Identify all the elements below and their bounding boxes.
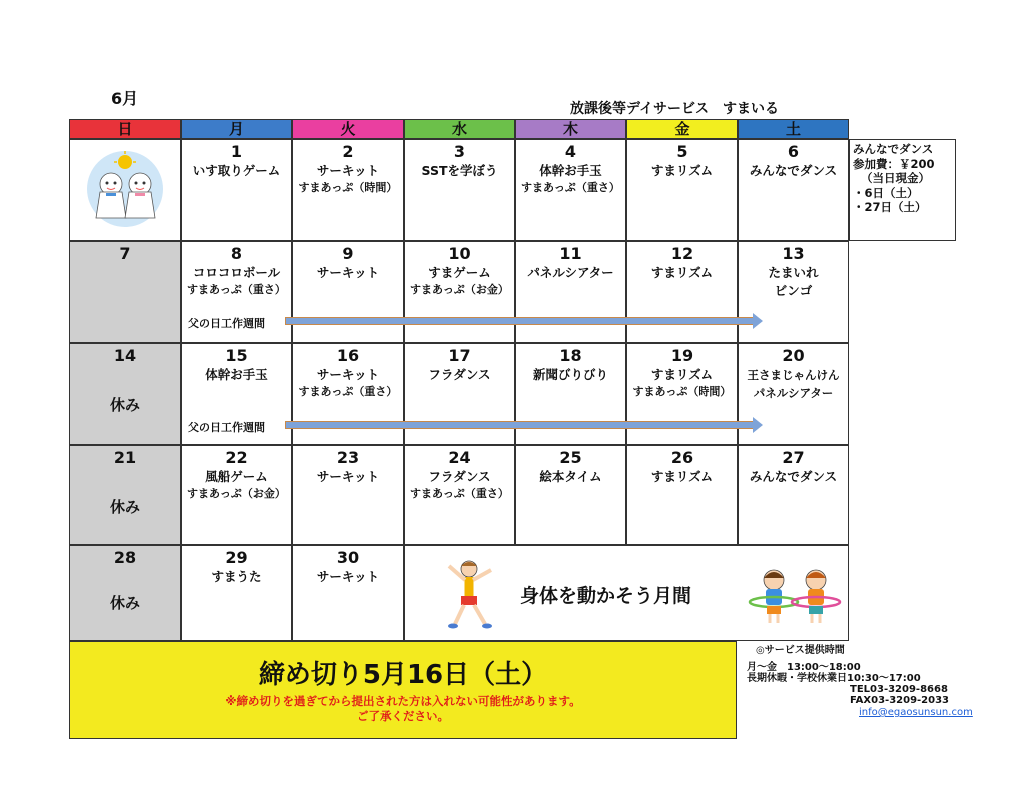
day-number: 9	[342, 244, 354, 263]
day-activity: サーキット	[316, 569, 380, 584]
day-activity: 体幹お手玉	[205, 367, 268, 382]
hula-hoop-children-illustration	[748, 566, 844, 626]
exercising-child-illustration	[441, 558, 497, 630]
day-activity: すまリズム	[650, 367, 714, 382]
dance-fee-note	[849, 139, 956, 241]
campaign-title: 身体を動かそう月間	[520, 585, 692, 607]
note-line: みんなでダンス	[853, 142, 934, 156]
calendar-cell-day	[292, 545, 404, 641]
calendar-cell-sunday	[69, 343, 181, 445]
rest-day-label: 休み	[109, 396, 140, 414]
calendar-cell-day	[515, 343, 626, 445]
day-sub-activity: すまあっぷ（お金）	[187, 487, 286, 500]
calendar-cell-day	[515, 445, 626, 545]
calendar-cell-sunday	[69, 241, 181, 343]
deadline-title: 締め切り5月16日（土）	[258, 660, 548, 690]
calendar-cell-day	[738, 445, 849, 545]
calendar-cell-day	[292, 241, 404, 343]
weekday-sun: 日	[69, 119, 181, 139]
note-line: ・27日（土）	[853, 200, 927, 214]
rest-day-label: 休み	[109, 594, 140, 612]
day-activity: すまリズム	[650, 469, 714, 484]
week-event-label: 父の日工作週間	[188, 317, 265, 330]
rest-day-label: 休み	[109, 498, 140, 516]
calendar-cell-day	[626, 343, 738, 445]
day-activity: コロコロボール	[192, 265, 281, 280]
calendar-cell-sunday	[69, 445, 181, 545]
calendar-cell-empty	[69, 139, 181, 241]
day-number: 1	[230, 142, 243, 161]
calendar-cell-day	[738, 139, 849, 241]
week-event-arrow	[285, 317, 755, 325]
day-activity: すまリズム	[650, 163, 714, 178]
day-number: 14	[113, 346, 137, 365]
weekday-tue: 火	[292, 119, 404, 139]
week-event-label: 父の日工作週間	[188, 421, 265, 434]
service-email-link[interactable]: info@egaosunsun.com	[859, 707, 973, 718]
day-activity: 絵本タイム	[539, 469, 602, 484]
day-number: 25	[559, 448, 582, 467]
day-number: 20	[782, 346, 805, 365]
calendar-cell-sunday	[69, 545, 181, 641]
day-activity: サーキット	[316, 265, 380, 280]
day-number: 11	[559, 244, 582, 263]
service-fax: FAX03-3209-2033	[850, 695, 950, 706]
day-number: 30	[336, 548, 360, 567]
service-weekday-hours: 月～金 13:00～18:00	[747, 662, 861, 673]
day-sub-activity: すまあっぷ（重さ）	[521, 181, 620, 194]
day-activity: たまいれ	[768, 265, 819, 280]
day-sub-activity: すまあっぷ（時間）	[298, 181, 398, 194]
weekday-mon: 月	[181, 119, 292, 139]
day-number: 21	[113, 448, 137, 467]
day-activity: 体幹お手玉	[539, 163, 602, 178]
calendar-cell-day	[626, 139, 738, 241]
calendar-cell-day	[626, 241, 738, 343]
service-tel: TEL03-3209-8668	[850, 684, 948, 695]
day-activity: いす取りゲーム	[192, 163, 281, 178]
calendar-cell-day	[404, 343, 515, 445]
weekday-thu: 木	[515, 119, 626, 139]
day-sub-activity: すまあっぷ（重さ）	[298, 385, 398, 398]
arrow-head-icon	[753, 417, 763, 433]
calendar-cell-day	[404, 241, 515, 343]
calendar-cell-day	[181, 445, 292, 545]
day-activity: フラダンス	[428, 469, 491, 484]
day-number: 22	[225, 448, 248, 467]
day-number: 12	[670, 244, 694, 263]
day-number: 6	[787, 142, 800, 161]
deadline-note	[70, 694, 736, 724]
day-number: 2	[342, 142, 354, 161]
day-number: 15	[225, 346, 248, 365]
day-activity: すまリズム	[650, 265, 714, 280]
organization-name: 放課後等デイサービス すまいる	[570, 101, 780, 117]
weekday-fri: 金	[626, 119, 738, 139]
day-sub-activity: すまあっぷ（重さ）	[410, 487, 509, 500]
weekday-wed: 水	[404, 119, 515, 139]
day-number: 16	[336, 346, 360, 365]
weekday-sat: 土	[738, 119, 849, 139]
calendar-cell-day	[404, 139, 515, 241]
teru-teru-bozu-illustration	[84, 148, 166, 230]
day-activity: パネルシアター	[527, 265, 614, 280]
calendar-cell-day	[292, 343, 404, 445]
service-holiday-hours: 長期休暇・学校休業日10:30～17:00	[747, 673, 921, 684]
day-number: 18	[559, 346, 582, 365]
day-number: 13	[782, 244, 805, 263]
day-activity: サーキット	[316, 469, 380, 484]
calendar-cell-day	[181, 545, 292, 641]
service-heading: ◎サービス提供時間	[756, 645, 845, 656]
day-number: 23	[336, 448, 360, 467]
day-activity-line2: パネルシアター	[753, 386, 834, 400]
deadline-note-line: ご了承ください。	[357, 709, 449, 723]
arrow-head-icon	[753, 313, 763, 329]
calendar-cell-day	[626, 445, 738, 545]
calendar-cell-day	[292, 445, 404, 545]
day-activity: すまゲーム	[428, 265, 491, 280]
month-title: 6月	[111, 89, 139, 108]
day-activity: フラダンス	[428, 367, 491, 382]
day-number: 5	[676, 142, 688, 161]
day-number: 26	[670, 448, 694, 467]
day-sub-activity: すまあっぷ（時間）	[632, 385, 732, 398]
note-line: （当日現金）	[861, 171, 930, 185]
day-activity: みんなでダンス	[749, 469, 838, 484]
week-event-arrow	[285, 421, 755, 429]
day-number: 19	[670, 346, 694, 365]
day-activity-line2: ビンゴ	[774, 283, 813, 298]
day-number: 29	[225, 548, 248, 567]
day-sub-activity: すまあっぷ（お金）	[410, 283, 509, 296]
calendar-cell-day	[515, 139, 626, 241]
note-line: ・6日（土）	[853, 185, 919, 200]
day-activity: 王さまじゃんけん	[747, 368, 840, 382]
day-activity: みんなでダンス	[749, 163, 838, 178]
day-number: 17	[448, 346, 471, 365]
calendar-cell-day	[181, 139, 292, 241]
day-activity: サーキット	[316, 163, 380, 178]
day-sub-activity: すまあっぷ（重さ）	[187, 283, 286, 296]
day-number: 7	[119, 244, 131, 263]
deadline-banner	[69, 641, 737, 739]
day-number: 24	[448, 448, 471, 467]
day-activity: 風船ゲーム	[205, 469, 268, 484]
day-activity: すまうた	[211, 569, 262, 584]
day-number: 4	[564, 142, 577, 161]
calendar-cell-day	[292, 139, 404, 241]
calendar-cell-day	[404, 445, 515, 545]
day-number: 27	[782, 448, 805, 467]
day-number: 3	[453, 142, 466, 161]
deadline-note-line: ※締め切りを過ぎてから提出された方は入れない可能性があります。	[225, 694, 581, 708]
day-number: 28	[113, 548, 137, 567]
day-number: 10	[448, 244, 471, 263]
calendar-cell-day	[515, 241, 626, 343]
day-number: 8	[230, 244, 243, 263]
note-line: 参加費：￥200	[853, 156, 935, 171]
day-activity: サーキット	[316, 367, 380, 382]
day-activity: SSTを学ぼう	[421, 163, 498, 178]
day-activity: 新聞びりびり	[532, 367, 608, 382]
